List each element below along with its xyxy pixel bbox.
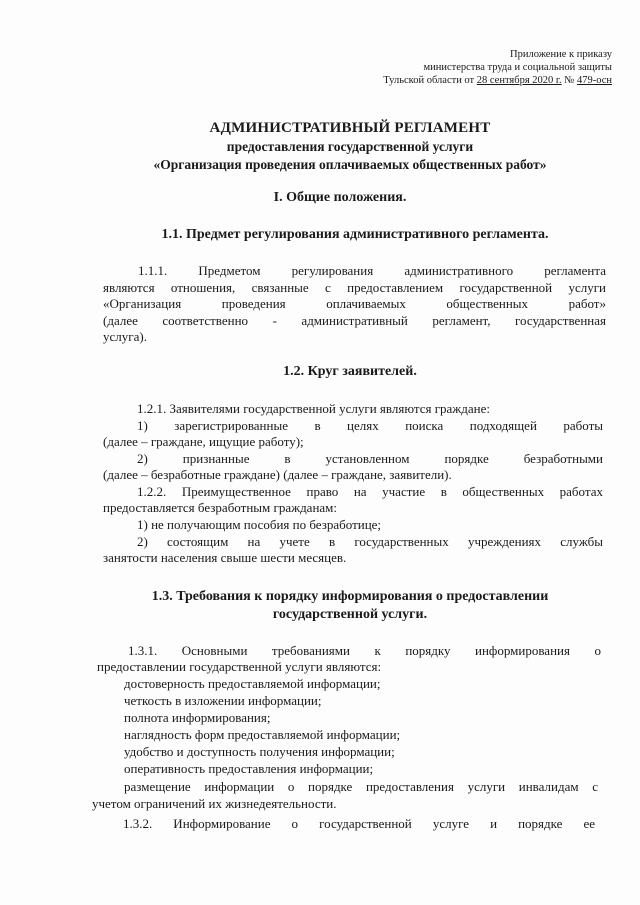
- para-1-2-2-line2: предоставляется безработным гражданам:: [103, 500, 338, 515]
- para-1-2-1-item1a: 1) зарегистрированные в целях поиска подходящей работы: [137, 418, 603, 433]
- para-1-2-1-item1b: (далее – граждане, ищущие работу);: [103, 434, 304, 449]
- appendix-line-2: министерства труда и социальной защиты: [423, 62, 612, 73]
- heading-general-provisions: I. Общие положения.: [273, 190, 407, 205]
- para-1-2-1: 1.2.1. Заявителями государственной услуги являются граждане:: [137, 401, 491, 416]
- para-1-1-1-line5: услуга).: [103, 329, 147, 344]
- para-1-2-2-item2a: 2) состоящим на учете в государственных учреждениях службы: [137, 534, 603, 549]
- list-item: наглядность форм предоставляемой информации;: [124, 727, 401, 742]
- appendix-line-1: Приложение к приказу: [510, 49, 612, 60]
- list-item: четкость в изложении информации;: [124, 693, 322, 708]
- appendix-line-3: Тульской области от 28 сентября 2020 г. № 479-осн: [383, 75, 612, 86]
- para-1-2-2-line1: 1.2.2. Преимущественное право на участие в общественных работах: [137, 484, 603, 499]
- document-title: АДМИНИСТРАТИВНЫЙ РЕГЛАМЕНТ: [209, 120, 491, 136]
- para-1-2-1-item2a: 2) признанные в установленном порядке безработными: [137, 451, 603, 466]
- para-1-3-1-last-line1: размещение информации о порядке предоставления услуги инвалидам с: [124, 779, 598, 794]
- list-item: полнота информирования;: [124, 710, 271, 725]
- para-1-3-1-last-line2: учетом ограничений их жизнедеятельности.: [92, 796, 337, 811]
- para-1-3-1-line2: предоставлении государственной услуги являются:: [97, 659, 382, 674]
- order-number: 479-осн: [576, 75, 612, 86]
- para-1-3-1-line1: 1.3.1. Основными требованиями к порядку информирования о: [128, 643, 601, 658]
- order-date: 28 сентября 2020 г.: [476, 75, 562, 86]
- list-item: удобство и доступность получения информации;: [124, 744, 395, 759]
- para-1-1-1-line2: являются отношения, связанные с предоставлением государственной услуги: [103, 280, 606, 295]
- list-item: достоверность предоставляемой информации;: [124, 676, 381, 691]
- document-subtitle-2: «Организация проведения оплачиваемых общественных работ»: [153, 157, 547, 172]
- list-item: оперативность предоставления информации;: [124, 761, 374, 776]
- appendix-note: [312, 48, 612, 87]
- para-1-2-1-item2b: (далее – безработные граждане) (далее – граждане, заявители).: [103, 467, 452, 482]
- heading-1-1: 1.1. Предмет регулирования административного регламента.: [161, 227, 549, 242]
- document-subtitle-1: предоставления государственной услуги: [226, 139, 474, 154]
- para-1-3-2-line1: 1.3.2. Информирование о государственной услуге и порядке ее: [123, 816, 595, 831]
- heading-1-3-line1: 1.3. Требования к порядку информирования о предоставлении: [151, 589, 549, 604]
- para-1-2-2-item2b: занятости населения свыше шести месяцев.: [103, 550, 347, 565]
- heading-1-2: 1.2. Круг заявителей.: [283, 364, 417, 379]
- para-1-2-2-item1: 1) не получающим пособия по безработице;: [137, 517, 382, 532]
- heading-1-3-line2: государственной услуги.: [272, 607, 428, 622]
- para-1-1-1-line3: «Организация проведения оплачиваемых общественных работ»: [103, 296, 606, 311]
- para-1-1-1-line4: (далее соответственно - административный регламент, государственная: [103, 313, 606, 328]
- para-1-1-1-line1: 1.1.1. Предметом регулирования административного регламента: [138, 263, 606, 278]
